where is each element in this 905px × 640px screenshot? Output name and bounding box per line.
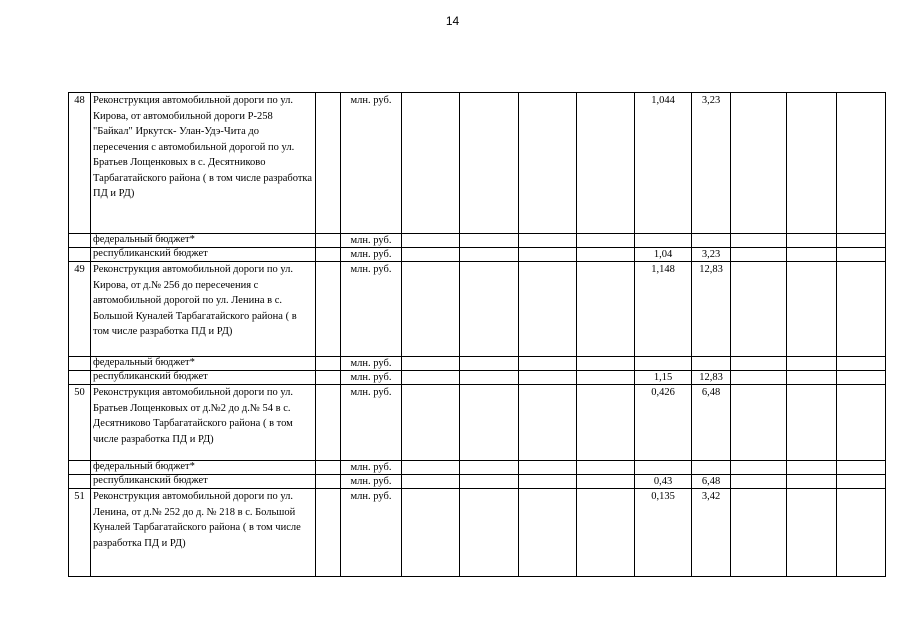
table-subrow	[69, 461, 886, 475]
empty-cell	[787, 385, 837, 461]
row-name: федеральный бюджет*	[91, 461, 316, 475]
empty-cell	[316, 461, 341, 475]
row-value-1: 0,43	[635, 475, 692, 489]
row-number: 49	[69, 262, 91, 357]
row-name: федеральный бюджет*	[91, 357, 316, 371]
empty-cell	[519, 248, 577, 262]
empty-cell	[577, 385, 635, 461]
empty-cell	[460, 475, 519, 489]
empty-cell	[787, 357, 837, 371]
empty-cell	[402, 357, 460, 371]
row-name: Реконструкция автомобильной дороги по ул. Братьев Лощенковых от д.№2 до д.№ 54 в с. Десятниково Тарбагатайского района ( в том числе разработка ПД и РД)	[91, 385, 316, 461]
row-unit: млн. руб.	[341, 461, 402, 475]
row-unit: млн. руб.	[341, 262, 402, 357]
row-name: Реконструкция автомобильной дороги по ул. Кирова, от автомобильной дороги Р-258 "Байкал" Иркутск- Улан-Удэ-Чита до пересечения с автомобильной дорогой по ул. Братьев Лощенковых в с. Десятниково Тарбагатайского района ( в том числе разработка ПД и РД)	[91, 93, 316, 234]
empty-cell	[731, 371, 787, 385]
empty-cell	[519, 385, 577, 461]
empty-cell	[577, 461, 635, 475]
row-value-2: 3,42	[692, 489, 731, 577]
empty-cell	[519, 357, 577, 371]
row-value-1: 0,426	[635, 385, 692, 461]
empty-cell	[577, 93, 635, 234]
table-row	[69, 489, 886, 577]
budget-table	[68, 92, 886, 577]
empty-cell	[577, 262, 635, 357]
empty-cell	[402, 93, 460, 234]
empty-cell	[316, 385, 341, 461]
empty-cell	[731, 461, 787, 475]
row-value-2: 6,48	[692, 475, 731, 489]
empty-cell	[460, 234, 519, 248]
table-subrow	[69, 371, 886, 385]
empty-cell	[787, 475, 837, 489]
row-unit: млн. руб.	[341, 385, 402, 461]
row-number: 51	[69, 489, 91, 577]
row-number: 48	[69, 93, 91, 234]
row-value-2: 6,48	[692, 385, 731, 461]
row-value-2: 12,83	[692, 371, 731, 385]
row-value-1: 1,15	[635, 371, 692, 385]
empty-cell	[460, 357, 519, 371]
empty-cell	[731, 262, 787, 357]
empty-cell	[402, 234, 460, 248]
row-unit: млн. руб.	[341, 489, 402, 577]
table-row	[69, 93, 886, 234]
empty-cell	[402, 489, 460, 577]
empty-cell	[460, 371, 519, 385]
empty-cell	[577, 475, 635, 489]
row-number: 50	[69, 385, 91, 461]
empty-cell	[316, 93, 341, 234]
empty-cell	[577, 357, 635, 371]
empty-cell	[577, 234, 635, 248]
empty-cell	[731, 357, 787, 371]
empty-cell	[787, 93, 837, 234]
row-value-1	[635, 357, 692, 371]
empty-cell	[837, 234, 886, 248]
row-unit: млн. руб.	[341, 371, 402, 385]
empty-cell	[519, 489, 577, 577]
table-subrow	[69, 357, 886, 371]
table-subrow	[69, 234, 886, 248]
empty-cell	[519, 475, 577, 489]
empty-cell	[577, 371, 635, 385]
empty-cell	[787, 262, 837, 357]
empty-cell	[316, 262, 341, 357]
row-value-1	[635, 461, 692, 475]
empty-cell	[787, 371, 837, 385]
empty-cell	[316, 475, 341, 489]
row-name: федеральный бюджет*	[91, 234, 316, 248]
table-subrow	[69, 248, 886, 262]
empty-cell	[787, 234, 837, 248]
row-unit: млн. руб.	[341, 357, 402, 371]
table-body	[69, 93, 886, 577]
empty-cell	[316, 489, 341, 577]
row-value-2	[692, 461, 731, 475]
empty-cell	[402, 461, 460, 475]
table-subrow	[69, 475, 886, 489]
row-value-1	[635, 234, 692, 248]
empty-cell	[837, 385, 886, 461]
row-number	[69, 461, 91, 475]
row-number	[69, 475, 91, 489]
empty-cell	[460, 461, 519, 475]
empty-cell	[731, 248, 787, 262]
empty-cell	[460, 93, 519, 234]
empty-cell	[519, 93, 577, 234]
row-value-1: 0,135	[635, 489, 692, 577]
empty-cell	[731, 489, 787, 577]
empty-cell	[519, 461, 577, 475]
table-row	[69, 262, 886, 357]
row-value-2	[692, 357, 731, 371]
empty-cell	[460, 385, 519, 461]
row-name: республиканский бюджет	[91, 248, 316, 262]
empty-cell	[316, 234, 341, 248]
empty-cell	[837, 262, 886, 357]
row-name: Реконструкция автомобильной дороги по ул. Ленина, от д.№ 252 до д. № 218 в с. Большой Куналей Тарбагатайского района ( в том числе разработка ПД и РД)	[91, 489, 316, 577]
empty-cell	[316, 357, 341, 371]
empty-cell	[402, 475, 460, 489]
row-unit: млн. руб.	[341, 234, 402, 248]
row-value-1: 1,148	[635, 262, 692, 357]
empty-cell	[837, 489, 886, 577]
empty-cell	[519, 262, 577, 357]
empty-cell	[577, 489, 635, 577]
empty-cell	[731, 475, 787, 489]
row-name: республиканский бюджет	[91, 475, 316, 489]
empty-cell	[460, 262, 519, 357]
row-value-2: 12,83	[692, 262, 731, 357]
empty-cell	[460, 489, 519, 577]
row-number	[69, 234, 91, 248]
empty-cell	[731, 234, 787, 248]
row-number	[69, 248, 91, 262]
empty-cell	[316, 248, 341, 262]
empty-cell	[519, 371, 577, 385]
empty-cell	[316, 371, 341, 385]
empty-cell	[837, 248, 886, 262]
empty-cell	[402, 385, 460, 461]
row-name: Реконструкция автомобильной дороги по ул. Кирова, от д.№ 256 до пересечения с автомобильной дорогой по ул. Ленина в с. Большой Куналей Тарбагатайского района ( в том числе разработка ПД и РД)	[91, 262, 316, 357]
empty-cell	[519, 234, 577, 248]
empty-cell	[460, 248, 519, 262]
page-number: 14	[445, 14, 460, 28]
empty-cell	[837, 461, 886, 475]
empty-cell	[837, 357, 886, 371]
empty-cell	[402, 262, 460, 357]
empty-cell	[837, 475, 886, 489]
row-name: республиканский бюджет	[91, 371, 316, 385]
row-unit: млн. руб.	[341, 475, 402, 489]
empty-cell	[837, 93, 886, 234]
row-number	[69, 357, 91, 371]
empty-cell	[787, 248, 837, 262]
empty-cell	[402, 248, 460, 262]
row-unit: млн. руб.	[341, 248, 402, 262]
empty-cell	[577, 248, 635, 262]
row-value-2: 3,23	[692, 93, 731, 234]
empty-cell	[731, 93, 787, 234]
empty-cell	[731, 385, 787, 461]
row-value-1: 1,04	[635, 248, 692, 262]
empty-cell	[837, 371, 886, 385]
row-value-1: 1,044	[635, 93, 692, 234]
empty-cell	[402, 371, 460, 385]
table-row	[69, 385, 886, 461]
row-number	[69, 371, 91, 385]
empty-cell	[787, 489, 837, 577]
empty-cell	[787, 461, 837, 475]
row-value-2: 3,23	[692, 248, 731, 262]
row-value-2	[692, 234, 731, 248]
row-unit: млн. руб.	[341, 93, 402, 234]
